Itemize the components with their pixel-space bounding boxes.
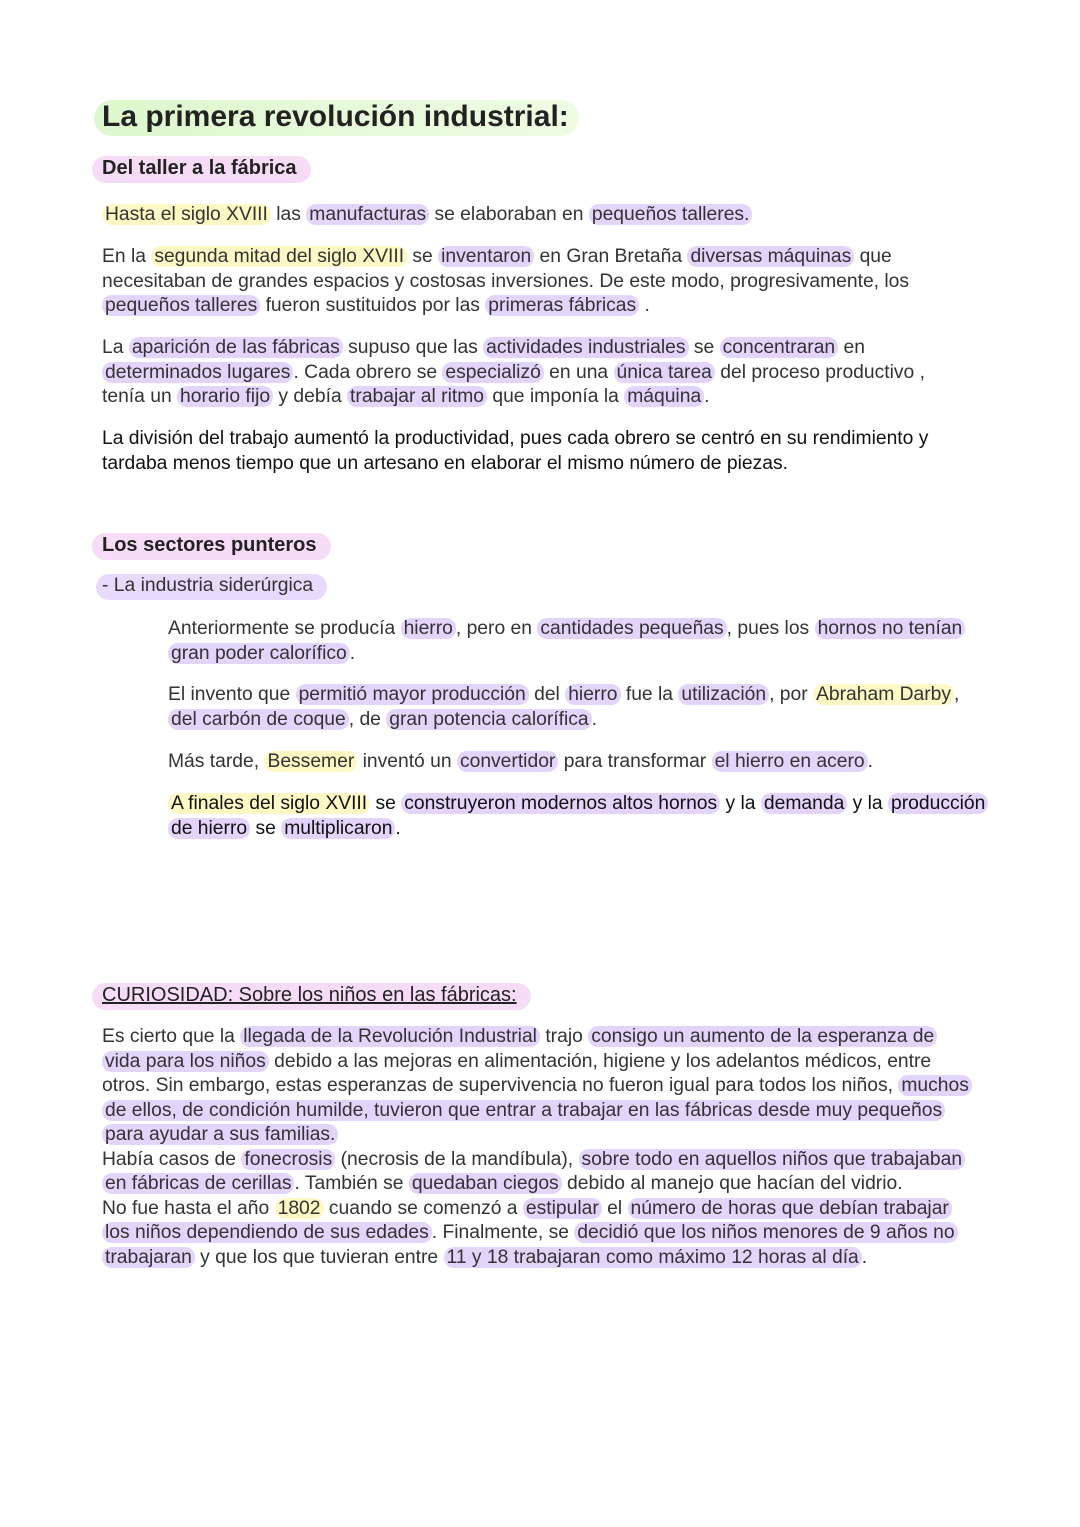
highlight-text: especializó <box>442 362 543 383</box>
highlight-text: Hasta el siglo XVIII <box>102 204 271 225</box>
highlight-text: única tarea <box>614 362 715 383</box>
highlight-text: Abraham Darby <box>813 684 954 705</box>
text-run: . También se <box>294 1173 409 1194</box>
highlight-text: fonecrosis <box>241 1149 335 1170</box>
text-run: trajo <box>539 1026 589 1047</box>
text-run: y debía <box>273 386 348 407</box>
highlight-text: estipular <box>523 1198 602 1219</box>
paragraph-maquinas <box>102 245 972 319</box>
highlight-text: concentraran <box>720 337 839 358</box>
highlight-text: primeras fábricas <box>485 295 639 316</box>
highlight-text: utilización <box>678 684 769 705</box>
text-run: se <box>250 817 282 839</box>
text-run: , por <box>769 684 814 705</box>
text-run: . <box>867 751 873 772</box>
text-run: las <box>270 204 307 225</box>
highlight-text: número de horas que debían trabajar los niños dependiendo de sus edades <box>102 1198 952 1244</box>
highlight-text: inventaron <box>438 246 534 267</box>
text-run: se <box>407 246 439 267</box>
text-run: . <box>349 642 356 664</box>
highlight-text: A finales del siglo XVIII <box>168 793 370 814</box>
highlight-text: demanda <box>761 793 847 814</box>
highlight-text: trabajar al ritmo <box>347 386 487 407</box>
highlight-text: manufacturas <box>306 204 429 225</box>
paragraph-hierro-anterior <box>168 617 988 666</box>
highlight-text: aparición de las fábricas <box>129 337 343 358</box>
text-run: en Gran Bretaña <box>534 246 688 267</box>
text-run: Más tarde, <box>168 751 265 772</box>
list-item-siderurgica: - La industria siderúrgica <box>96 574 327 600</box>
text-run: El invento que <box>168 684 296 705</box>
text-run: . <box>704 386 710 407</box>
highlight-text: construyeron modernos altos hornos <box>401 793 720 814</box>
text-run: y la <box>720 793 761 814</box>
highlight-text: hierro <box>401 618 456 639</box>
text-run: . <box>861 1246 868 1268</box>
text-run: cuando se comenzó a <box>323 1197 523 1219</box>
paragraph-talleres <box>102 203 972 228</box>
text-run: para transformar <box>558 751 712 772</box>
text-run: . <box>395 817 401 839</box>
text-run: supuso que las <box>342 337 484 358</box>
text-run: y la <box>847 793 889 814</box>
highlight-text: el hierro en acero <box>712 751 868 772</box>
highlight-text: sobre todo en aquellos niños que trabajaban en fábricas de cerillas <box>102 1149 965 1195</box>
highlight-text: consigo un aumento de la esperanza de vida para los niños <box>102 1026 937 1072</box>
highlight-text: gran potencia calorífica <box>386 709 591 730</box>
highlight-text: cantidades pequeñas <box>537 618 726 639</box>
text-run: del <box>528 684 566 705</box>
highlight-text: permitió mayor producción <box>296 684 529 705</box>
highlight-text: multiplicaron <box>281 818 395 839</box>
text-run: se <box>370 793 402 814</box>
text-run: debido al manejo que hacían del vidrio. <box>561 1173 903 1194</box>
text-run: inventó un <box>357 751 457 772</box>
text-run: , pero en <box>455 618 538 639</box>
text-run: Es cierto que la <box>102 1026 241 1047</box>
text-run: del proceso productivo , tenía un <box>102 361 925 407</box>
highlight-text: producción de hierro <box>168 793 988 839</box>
text-run: No fue hasta el año <box>102 1197 275 1219</box>
highlight-text: determinados lugares <box>102 362 293 383</box>
highlight-text: horario fijo <box>177 386 273 407</box>
text-run: . Finalmente, se <box>431 1222 575 1243</box>
highlight-text: segunda mitad del siglo XVIII <box>151 246 407 267</box>
text-run: que imponía la <box>487 386 625 407</box>
text-run: , de <box>348 708 387 730</box>
text-run: en una <box>543 361 614 383</box>
text-run: debido a las mejoras en alimentación, higiene y los adelantos médicos, entre otros. Sin embargo, estas esperanzas de supervivencia no fueron igual para todos los niños, <box>102 1050 932 1096</box>
highlight-text: muchos de ellos, de condición humilde, tuvieron que entrar a trabajar en las fábricas desde muy pequeños para ayudar a sus familias. <box>102 1075 972 1145</box>
text-run: (necrosis de la mandíbula), <box>335 1148 579 1170</box>
text-run: La <box>102 337 129 358</box>
text-run: Anteriormente se producía <box>168 618 401 639</box>
highlight-text: hornos no tenían gran poder calorífico <box>168 618 965 664</box>
page-title: La primera revolución industrial: <box>102 100 579 136</box>
text-run: en <box>838 337 865 358</box>
highlight-text: convertidor <box>457 751 558 772</box>
text-run: y que los que tuvieran entre <box>194 1246 444 1268</box>
highlight-text: diversas máquinas <box>687 246 854 267</box>
text-run: se elaboraban en <box>429 204 589 225</box>
text-run: fueron sustituidos por las <box>260 295 486 316</box>
highlight-text: quedaban ciegos <box>409 1173 562 1194</box>
paragraph-esperanza-vida <box>102 1025 972 1270</box>
highlight-text: máquina <box>624 386 704 407</box>
text-run: fue la <box>620 684 679 705</box>
paragraph-bessemer <box>168 750 988 775</box>
text-run: En la <box>102 246 152 267</box>
paragraph-carbon-coque <box>168 683 988 732</box>
section-heading-sectores-punteros: Los sectores punteros <box>102 533 331 560</box>
highlight-text: del carbón de coque <box>168 709 349 730</box>
paragraph-division-trabajo: La división del trabajo aumentó la productividad, pues cada obrero se centró en su rendimiento y tardaba menos tiempo que un artesano en elaborar el mismo número de piezas. <box>102 428 929 474</box>
text-run: el <box>601 1197 628 1219</box>
section-heading-curiosidad: CURIOSIDAD: Sobre los niños en las fábricas: <box>102 983 531 1010</box>
highlight-text: 1802 <box>275 1198 324 1219</box>
paragraph-altos-hornos <box>168 792 988 841</box>
text-run: que necesitaban de grandes espacios y costosas inversiones. De este modo, progresivamente, los <box>102 246 910 292</box>
highlight-text: 11 y 18 trabajaran como máximo 12 horas al día <box>444 1247 862 1268</box>
section-heading-taller-fabrica: Del taller a la fábrica <box>102 156 311 183</box>
highlight-text: llegada de la Revolución Industrial <box>240 1026 540 1047</box>
text-run: se <box>688 337 720 358</box>
text-run: . <box>591 708 597 730</box>
text-run: . <box>639 295 650 316</box>
highlight-text: hierro <box>565 684 620 705</box>
highlight-text: pequeños talleres. <box>589 204 753 225</box>
text-run: . Cada obrero se <box>293 361 443 383</box>
highlight-text: actividades industriales <box>483 337 688 358</box>
highlight-text: pequeños talleres <box>102 295 260 316</box>
highlight-text: decidió que los niños menores de 9 años no trabajaran <box>102 1222 958 1268</box>
paragraph-aparicion-fabricas <box>102 336 972 410</box>
text-run: Había casos de <box>102 1148 242 1170</box>
text-run: , <box>954 684 960 705</box>
text-run: , pues los <box>726 618 815 639</box>
highlight-text: Bessemer <box>264 751 357 772</box>
